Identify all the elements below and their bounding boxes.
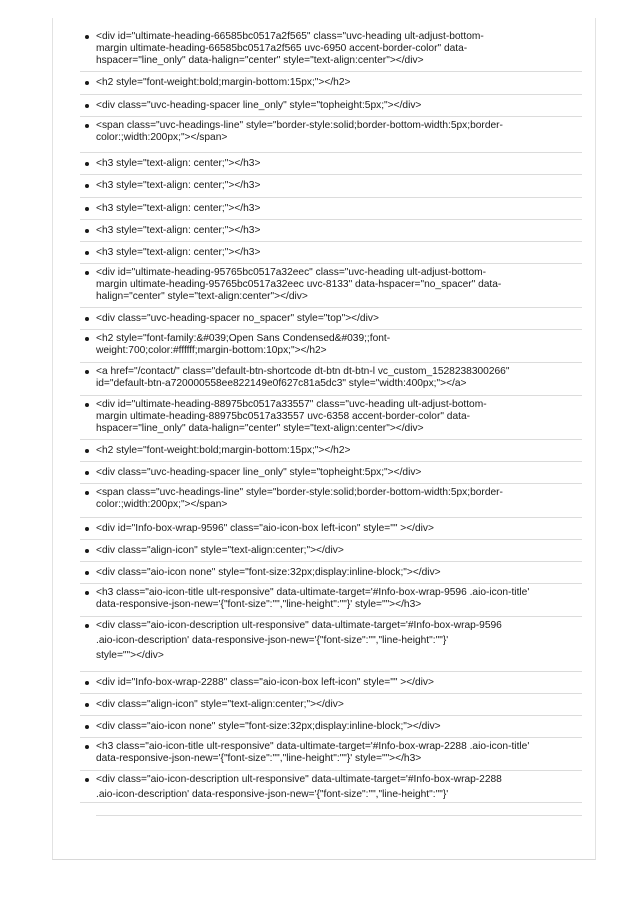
code-list-item xyxy=(80,198,582,220)
code-line: <h2 style="font-weight:bold;margin-bottom:15px;"></h2> xyxy=(96,445,351,456)
bullet-icon xyxy=(85,403,89,407)
code-list-item xyxy=(80,220,582,242)
code-line: <h3 style="text-align: center;"></h3> xyxy=(96,225,261,236)
code-line: margin ultimate-heading-66585bc0517a2f565 uvc-6950 accent-border-color" data- xyxy=(96,43,468,54)
code-line: <div class="uvc-heading-spacer line_only" style="topheight:5px;"></div> xyxy=(96,467,422,478)
bullet-icon xyxy=(85,624,89,628)
code-line: weight:700;color:#ffffff;margin-bottom:10px;"></h2> xyxy=(96,345,327,356)
code-line: data-responsive-json-new='{"font-size":"","line-height":""}' style=""></h3> xyxy=(96,599,422,610)
code-list-item xyxy=(80,484,582,518)
code-line: color:;width:200px;"></span> xyxy=(96,132,228,143)
code-list-item xyxy=(80,95,582,117)
code-line: <span class="uvc-headings-line" style="border-style:solid;border-bottom-width:5px;border- xyxy=(96,487,503,498)
code-line: <div id="Info-box-wrap-9596" class="aio-icon-box left-icon" style="" ></div> xyxy=(96,523,434,534)
code-list-item xyxy=(80,617,582,672)
code-line: <h3 style="text-align: center;"></h3> xyxy=(96,203,261,214)
code-list-item xyxy=(80,330,582,363)
bullet-icon xyxy=(85,549,89,553)
code-list-item xyxy=(80,584,582,617)
code-line: <div class="uvc-heading-spacer no_spacer" style="top"></div> xyxy=(96,313,379,324)
code-list-item xyxy=(80,672,582,694)
code-line: <div class="aio-icon-description ult-responsive" data-ultimate-target='#Info-box-wrap-9596 xyxy=(96,620,502,631)
code-line: <h3 style="text-align: center;"></h3> xyxy=(96,158,261,169)
code-line: <h2 style="font-family:&#039;Open Sans Condensed&#039;;font- xyxy=(96,333,391,344)
code-list-item xyxy=(80,308,582,330)
code-list-item xyxy=(80,242,582,264)
bullet-icon xyxy=(85,337,89,341)
bullet-icon xyxy=(85,745,89,749)
code-line: <h3 style="text-align: center;"></h3> xyxy=(96,247,261,258)
bullet-icon xyxy=(85,681,89,685)
code-list-item xyxy=(80,28,582,72)
code-list-item xyxy=(80,153,582,175)
code-line: margin ultimate-heading-88975bc0517a33557 uvc-6358 accent-border-color" data- xyxy=(96,411,470,422)
code-line: <div class="align-icon" style="text-align:center;"></div> xyxy=(96,545,344,556)
bullet-icon xyxy=(85,317,89,321)
code-element-list xyxy=(80,28,582,803)
code-line: <a href="/contact/" class="default-btn-shortcode dt-btn dt-btn-l vc_custom_1528238300266" xyxy=(96,366,510,377)
code-line: <div id="Info-box-wrap-2288" class="aio-icon-box left-icon" style="" ></div> xyxy=(96,677,434,688)
bullet-icon xyxy=(85,251,89,255)
code-line: margin ultimate-heading-95765bc0517a32eec uvc-8133" data-hspacer="no_spacer" data- xyxy=(96,279,502,290)
code-line: hspacer="line_only" data-halign="center" style="text-align:center"></div> xyxy=(96,423,424,434)
code-line: id="default-btn-a720000558ee822149e0f627c81a5dc3" style="width:400px;"></a> xyxy=(96,378,467,389)
bullet-icon xyxy=(85,491,89,495)
code-list-item xyxy=(80,540,582,562)
code-line: <div id="ultimate-heading-95765bc0517a32eec" class="uvc-heading ult-adjust-bottom- xyxy=(96,267,487,278)
code-list-item xyxy=(80,518,582,540)
code-list-item xyxy=(80,562,582,584)
bullet-icon xyxy=(85,229,89,233)
code-line: <h3 class="aio-icon-title ult-responsive" data-ultimate-target='#Info-box-wrap-2288 .aio-icon-title' xyxy=(96,741,530,752)
code-line: halign="center" style="text-align:center"></div> xyxy=(96,291,308,302)
code-list-item xyxy=(80,440,582,462)
trailing-divider xyxy=(96,815,582,816)
code-line: <div id="ultimate-heading-66585bc0517a2f565" class="uvc-heading ult-adjust-bottom- xyxy=(96,31,484,42)
bullet-icon xyxy=(85,271,89,275)
code-line: <div class="aio-icon-description ult-responsive" data-ultimate-target='#Info-box-wrap-2288 xyxy=(96,774,502,785)
code-line: .aio-icon-description' data-responsive-json-new='{"font-size":"","line-height":""}' xyxy=(96,635,449,646)
code-line: .aio-icon-description' data-responsive-json-new='{"font-size":"","line-height":""}' xyxy=(96,789,449,800)
code-line: <div class="aio-icon none" style="font-size:32px;display:inline-block;"></div> xyxy=(96,721,441,732)
code-list-item xyxy=(80,716,582,738)
code-list-item xyxy=(80,396,582,440)
code-line: hspacer="line_only" data-halign="center" style="text-align:center"></div> xyxy=(96,55,424,66)
bullet-icon xyxy=(85,703,89,707)
code-list-item xyxy=(80,117,582,153)
code-line: color:;width:200px;"></span> xyxy=(96,499,228,510)
bullet-icon xyxy=(85,591,89,595)
code-list-item xyxy=(80,72,582,95)
bullet-icon xyxy=(85,778,89,782)
bullet-icon xyxy=(85,370,89,374)
bullet-icon xyxy=(85,449,89,453)
code-list-item xyxy=(80,175,582,198)
code-line: <h3 style="text-align: center;"></h3> xyxy=(96,180,261,191)
bullet-icon xyxy=(85,725,89,729)
code-list-item xyxy=(80,738,582,771)
bullet-icon xyxy=(85,571,89,575)
code-line: style=""></div> xyxy=(96,650,164,661)
code-line: <div class="align-icon" style="text-align:center;"></div> xyxy=(96,699,344,710)
code-list-item xyxy=(80,771,582,803)
code-line: <h3 class="aio-icon-title ult-responsive" data-ultimate-target='#Info-box-wrap-9596 .aio-icon-title' xyxy=(96,587,530,598)
bullet-icon xyxy=(85,81,89,85)
bullet-icon xyxy=(85,124,89,128)
code-list-item xyxy=(80,694,582,716)
bullet-icon xyxy=(85,527,89,531)
code-list-item xyxy=(80,462,582,484)
code-list-item xyxy=(80,264,582,308)
code-line: <div class="uvc-heading-spacer line_only" style="topheight:5px;"></div> xyxy=(96,100,422,111)
bullet-icon xyxy=(85,207,89,211)
code-line: data-responsive-json-new='{"font-size":"","line-height":""}' style=""></h3> xyxy=(96,753,422,764)
code-line: <div class="aio-icon none" style="font-size:32px;display:inline-block;"></div> xyxy=(96,567,441,578)
code-line: <span class="uvc-headings-line" style="border-style:solid;border-bottom-width:5px;border- xyxy=(96,120,503,131)
bullet-icon xyxy=(85,471,89,475)
bullet-icon xyxy=(85,35,89,39)
code-list-item xyxy=(80,363,582,396)
bullet-icon xyxy=(85,184,89,188)
bullet-icon xyxy=(85,104,89,108)
code-line: <div id="ultimate-heading-88975bc0517a33557" class="uvc-heading ult-adjust-bottom- xyxy=(96,399,487,410)
code-line: <h2 style="font-weight:bold;margin-bottom:15px;"></h2> xyxy=(96,77,351,88)
bullet-icon xyxy=(85,162,89,166)
